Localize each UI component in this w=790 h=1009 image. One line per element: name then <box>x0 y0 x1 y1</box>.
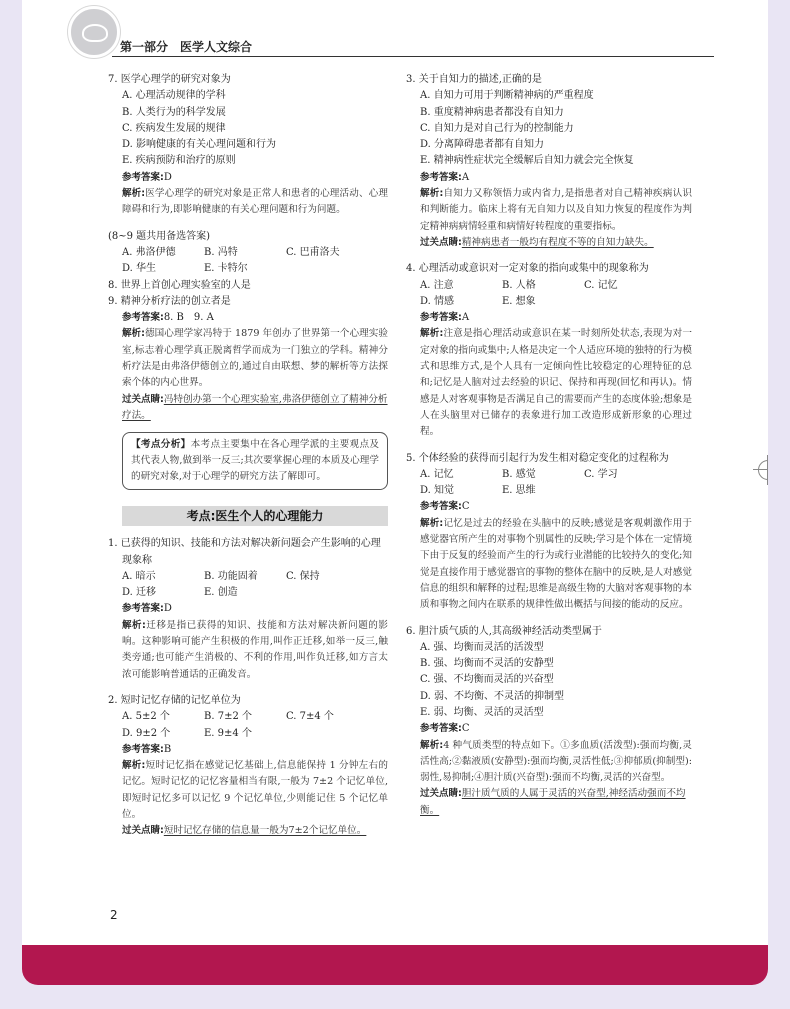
option: A. 强、均衡而灵活的活泼型 <box>420 641 544 653</box>
option: C. 疾病发生发展的规律 <box>122 122 226 134</box>
option: A. 心理活动规律的学科 <box>122 90 226 102</box>
section-title: 考点:医生个人的心理能力 <box>122 506 388 526</box>
option: E. 精神病性症状完全缓解后自知力就会完全恢复 <box>420 155 634 167</box>
options-row <box>406 294 692 310</box>
question-stem: 7. 医学心理学的研究对象为 <box>108 74 231 85</box>
options-row <box>108 569 388 585</box>
option: C. 强、不均衡而灵活的兴奋型 <box>420 674 554 686</box>
option: C. 自知力是对自己行为的控制能力 <box>420 122 574 134</box>
answer-line: 参考答案:C <box>420 723 470 735</box>
options-row <box>108 726 388 742</box>
page-number: 2 <box>110 908 118 922</box>
option: D. 华生 <box>122 263 157 275</box>
option: D. 知觉 <box>420 485 455 497</box>
option: E. 9±4 个 <box>204 727 252 739</box>
option: A. 弗洛伊德 <box>122 246 176 258</box>
option: B. 人类行为的科学发展 <box>122 106 226 118</box>
explanation: 解析:4 种气质类型的特点如下。①多血质(活泼型):强而均衡,灵活性高;②黏液质(安静型):强而均衡,灵活性低;③抑郁质(抑制型):弱性,易抑制;④胆汁质(兴奋型):强而不均衡,灵活的兴奋型。 <box>420 739 692 784</box>
answer-line: 参考答案:D <box>122 171 172 183</box>
option: D. 影响健康的有关心理问题和行为 <box>122 139 277 151</box>
header-divider <box>112 56 714 57</box>
options-row <box>406 467 692 483</box>
question-3 <box>406 72 692 251</box>
options-row <box>108 585 388 601</box>
question-6 <box>406 624 692 820</box>
option: C. 7±4 个 <box>286 711 334 723</box>
analysis-box: 【考点分析】本考点主要集中在各心理学派的主要观点及其代表人物,做到举一反三;其次要掌握心理的本质及心理学的研究对象,对于心理学的研究方法了解即可。 <box>122 432 388 490</box>
question-stem: 4. 心理活动或意识对一定对象的指向或集中的现象称为 <box>406 263 649 275</box>
answer-line: 参考答案:8. B 9. A <box>122 312 214 324</box>
answer-value: D <box>163 171 172 183</box>
explanation: 解析:自知力又称领悟力或内省力,是指患者对自己精神疾病认识和判断能力。临床上将有无自知力以及自知力恢复的程度作为判定精神病病情轻重和病情好转程度的重要指标。 <box>420 188 692 232</box>
header-title: 第一部分 医学人文综合 <box>120 40 253 54</box>
option: D. 弱、不均衡、不灵活的抑制型 <box>420 690 565 702</box>
question-stem: 1. 已获得的知识、技能和方法对解决新问题会产生影响的心理现象称 <box>108 538 381 566</box>
question-7 <box>108 72 388 219</box>
key-point: 过关点睛:冯特创办第一个心理实验室,弗洛伊德创立了精神分析疗法。 <box>122 393 388 421</box>
question-5 <box>406 451 692 614</box>
option: A. 5±2 个 <box>122 711 170 723</box>
option: B. 冯特 <box>204 246 238 258</box>
explanation: 解析:记忆是过去的经验在头脑中的反映;感觉是客观刺激作用于感觉器官所产生的对事物个别属性的反映;学习是个体在一定情境下由于反复的经验而产生的行为或行业潜能的比较持久的变化;知觉是直接作用于感觉器官的事物的整体在脑中的反映,是人对感觉信息的组织和解释的过程;思维是高级生物的大脑对客观事物的本质和事物之间内在联系的规律性做出概括与间接的能动的反应。 <box>420 517 692 611</box>
key-point: 过关点睛:短时记忆存储的信息量一般为7±2个记忆单位。 <box>122 825 367 837</box>
option: E. 疾病预防和治疗的原则 <box>122 155 236 167</box>
option: D. 分离障碍患者都有自知力 <box>420 139 545 151</box>
footer-band <box>22 945 768 985</box>
option: D. 情感 <box>420 295 455 307</box>
options-row <box>108 245 388 261</box>
explanation: 解析:短时记忆指在感觉记忆基础上,信息能保持 1 分钟左右的记忆。短时记忆的记忆容量相当有限,一般为 7±2 个记忆单位,即短时记忆多可以记忆 9 个记忆单位,少则能记住 5 个记忆单位。 <box>122 760 388 820</box>
option: E. 弱、均衡、灵活的灵活型 <box>420 706 544 718</box>
answer-value: C <box>461 723 470 735</box>
option: C. 保持 <box>286 570 320 582</box>
question-stem: 8. 世界上首创心理实验室的人是 <box>108 279 251 291</box>
page-header <box>82 28 714 58</box>
question-1 <box>108 536 388 683</box>
option: D. 迁移 <box>122 587 157 599</box>
options-row <box>406 483 692 499</box>
answer-value: B <box>163 743 172 755</box>
publisher-logo-icon <box>68 6 120 58</box>
option: B. 感觉 <box>502 468 536 480</box>
option: B. 人格 <box>502 279 536 291</box>
answer-value: 8. B 9. A <box>163 312 214 324</box>
question-4 <box>406 261 692 440</box>
explanation: 解析:德国心理学家冯特于 1879 年创办了世界第一个心理实验室,标志着心理学真正脱离哲学而成为一门独立的学科。精神分析疗法是由弗洛伊德创立的,通过自由联想、梦的解析等方法探索个体的内心世界。 <box>122 328 388 389</box>
answer-line: 参考答案:C <box>420 501 470 513</box>
option: A. 暗示 <box>122 570 156 582</box>
question-2 <box>108 693 388 840</box>
options-row <box>108 709 388 725</box>
explanation: 解析:医学心理学的研究对象是正常人和患者的心理活动、心理障碍和行为,即影响健康的有关心理问题和行为问题。 <box>122 188 388 216</box>
right-column <box>406 72 692 819</box>
question-stem: 2. 短时记忆存储的记忆单位为 <box>108 694 241 706</box>
question-stem: 6. 胆汁质气质的人,其高级神经活动类型属于 <box>406 625 602 637</box>
answer-value: A <box>461 312 470 324</box>
option: C. 学习 <box>584 468 618 480</box>
option: E. 卡特尔 <box>204 263 248 275</box>
options-row <box>108 261 388 277</box>
option: A. 自知力可用于判断精神病的严重程度 <box>420 90 594 102</box>
shared-options-note: (8~9 题共用备选答案) <box>108 230 211 242</box>
option: C. 记忆 <box>584 279 618 291</box>
option: A. 注意 <box>420 279 454 291</box>
question-stem: 9. 精神分析疗法的创立者是 <box>108 295 231 307</box>
answer-value: C <box>461 501 470 513</box>
option: B. 7±2 个 <box>204 711 252 723</box>
answer-value: D <box>163 603 172 615</box>
question-stem: 3. 关于自知力的描述,正确的是 <box>406 74 542 85</box>
question-8-9 <box>108 229 388 425</box>
answer-value: A <box>461 171 470 183</box>
option: A. 记忆 <box>420 468 454 480</box>
left-column <box>108 72 388 840</box>
explanation: 解析:迁移是指已获得的知识、技能和方法对解决新问题的影响。这种影响可能产生积极的作用,叫作正迁移,如举一反三,触类旁通;也可能产生消极的、不利的作用,叫作负迁移,如方言太浓可能影响普通话的正确发音。 <box>122 619 388 680</box>
answer-line: 参考答案:B <box>122 743 172 755</box>
answer-line: 参考答案:A <box>420 312 470 324</box>
option: C. 巴甫洛夫 <box>286 246 340 258</box>
explanation: 解析:注意是指心理活动或意识在某一时刻所处状态,表现为对一定对象的指向或集中;人格是决定一个人适应环境的独特的行为模式和思维方式,是个人具有一定倾向性比较稳定的心理特征的总和;记忆是人脑对过去经验的识记、保持和再现(回忆和再认)。情感是人对客观事物是否满足自己的需要而产生的态度体验;想象是人在头脑里对已储存的表象进行加工改造形成新形象的心理过程。 <box>420 328 692 438</box>
option: D. 9±2 个 <box>122 727 171 739</box>
document-page <box>22 0 768 985</box>
option: B. 重度精神病患者都没有自知力 <box>420 106 564 118</box>
key-point: 过关点睛:精神病患者一般均有程度不等的自知力缺失。 <box>420 236 654 248</box>
key-point: 过关点睛:胆汁质气质的人属于灵活的兴奋型,神经活动强而不均衡。 <box>420 788 686 816</box>
option: B. 强、均衡而不灵活的安静型 <box>420 658 554 670</box>
option: E. 想象 <box>502 295 536 307</box>
option: E. 创造 <box>204 587 238 599</box>
option: B. 功能固着 <box>204 570 258 582</box>
answer-line: 参考答案:D <box>122 603 172 615</box>
options-row <box>406 278 692 294</box>
option: E. 思维 <box>502 485 536 497</box>
answer-line: 参考答案:A <box>420 171 470 183</box>
question-stem: 5. 个体经验的获得而引起行为发生相对稳定变化的过程称为 <box>406 452 669 464</box>
registration-mark-icon <box>758 460 768 480</box>
